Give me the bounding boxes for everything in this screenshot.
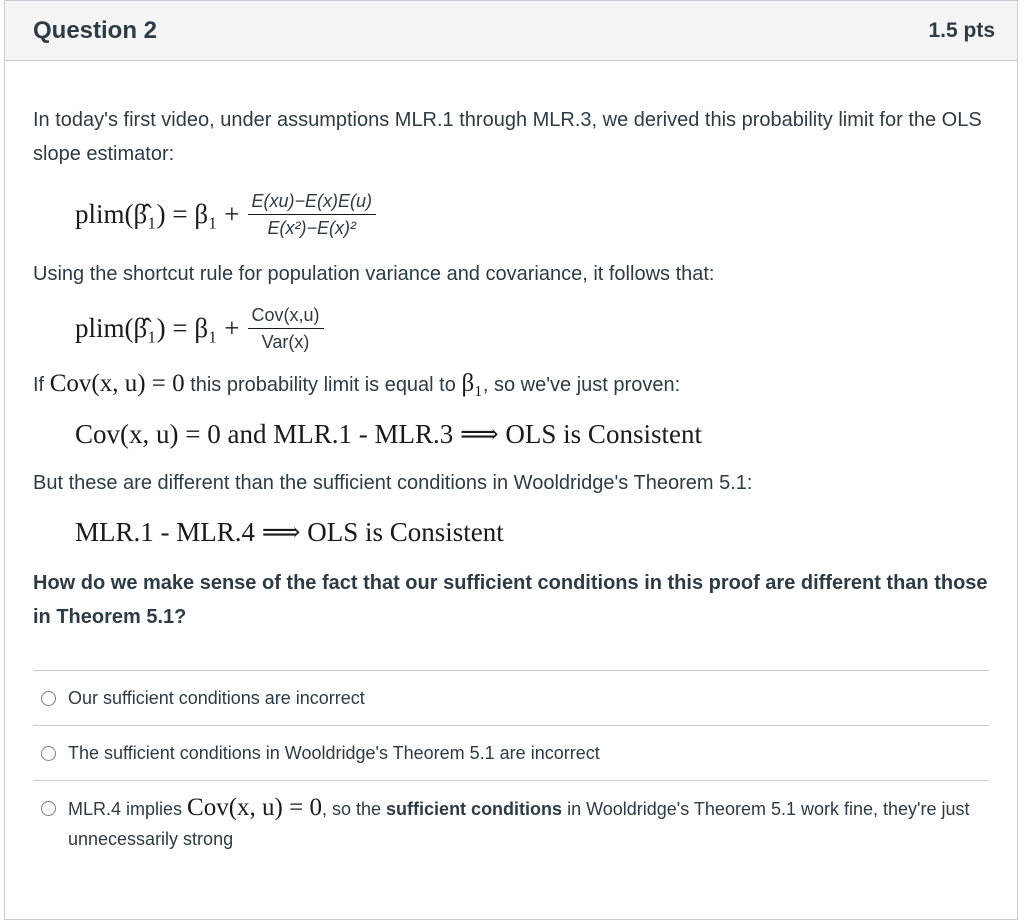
answer-suffix: in Wooldridge's Theorem 5.1 work fine, they're just unnecessarily strong <box>68 799 970 849</box>
intro-paragraph: In today's first video, under assumptions MLR.1 through MLR.3, we derived this probability limit for the OLS slope estimator: <box>33 109 982 165</box>
radio-button[interactable] <box>41 801 56 816</box>
radio-button[interactable] <box>41 691 56 706</box>
plim-lhs: plim(β̂₁) = β₁ + <box>75 199 240 229</box>
consistency-mlr4-text: MLR.1 - MLR.4 ⟹ OLS is Consistent <box>75 517 504 547</box>
question-prompt: How do we make sense of the fact that our sufficient conditions in this proof are different than those in Theorem 5.1? <box>33 572 988 628</box>
condition-middle: this probability limit is equal to <box>190 374 456 396</box>
beta1-math: β₁ <box>461 370 483 397</box>
plim-lhs: plim(β̂₁) = β₁ + <box>75 313 240 343</box>
answer-list <box>33 670 989 866</box>
fraction-denominator: Var(x) <box>261 331 310 352</box>
question-body <box>5 61 1017 866</box>
answer-label: The sufficient conditions in Wooldridge's Theorem 5.1 are incorrect <box>68 743 600 763</box>
answer-label: Our sufficient conditions are incorrect <box>68 688 365 708</box>
fraction-numerator: E(xu)−E(x)E(u) <box>248 190 377 215</box>
plim-equation-expectations <box>75 183 989 245</box>
consistency-equation-mlr4 <box>75 510 989 554</box>
shortcut-paragraph: Using the shortcut rule for population variance and covariance, it follows that: <box>33 263 715 285</box>
answer-mid: , so the <box>321 799 382 819</box>
cov-zero-math: Cov(x, u) = 0 <box>187 794 322 821</box>
answer-bold: sufficient conditions <box>386 799 563 819</box>
question-points: 1.5 pts <box>928 18 995 42</box>
question-header <box>5 1 1017 61</box>
radio-button[interactable] <box>41 746 56 761</box>
plim-equation-covariance <box>75 297 989 359</box>
answer-option-3[interactable] <box>33 780 989 866</box>
condition-prefix: If <box>33 374 45 396</box>
covariance-fraction <box>248 304 324 353</box>
question-title: Question 2 <box>33 16 158 44</box>
fraction-numerator: Cov(x,u) <box>248 304 324 329</box>
answer-prefix: MLR.4 implies <box>68 799 183 819</box>
consistency-cov-text: Cov(x, u) = 0 and MLR.1 - MLR.3 ⟹ OLS is Consistent <box>75 419 702 449</box>
answer-option-2[interactable] <box>33 725 989 780</box>
answer-option-1[interactable] <box>33 670 989 725</box>
fraction-denominator: E(x²)−E(x)² <box>267 217 356 238</box>
expectation-fraction <box>248 190 377 239</box>
condition-suffix: , so we've just proven: <box>482 374 681 396</box>
difference-paragraph: But these are different than the sufficient conditions in Wooldridge's Theorem 5.1: <box>33 472 753 494</box>
question-card <box>4 0 1018 920</box>
answer-label <box>68 793 989 854</box>
consistency-equation-cov <box>75 414 989 454</box>
cov-zero-math: Cov(x, u) = 0 <box>49 370 185 397</box>
condition-paragraph <box>33 367 989 402</box>
